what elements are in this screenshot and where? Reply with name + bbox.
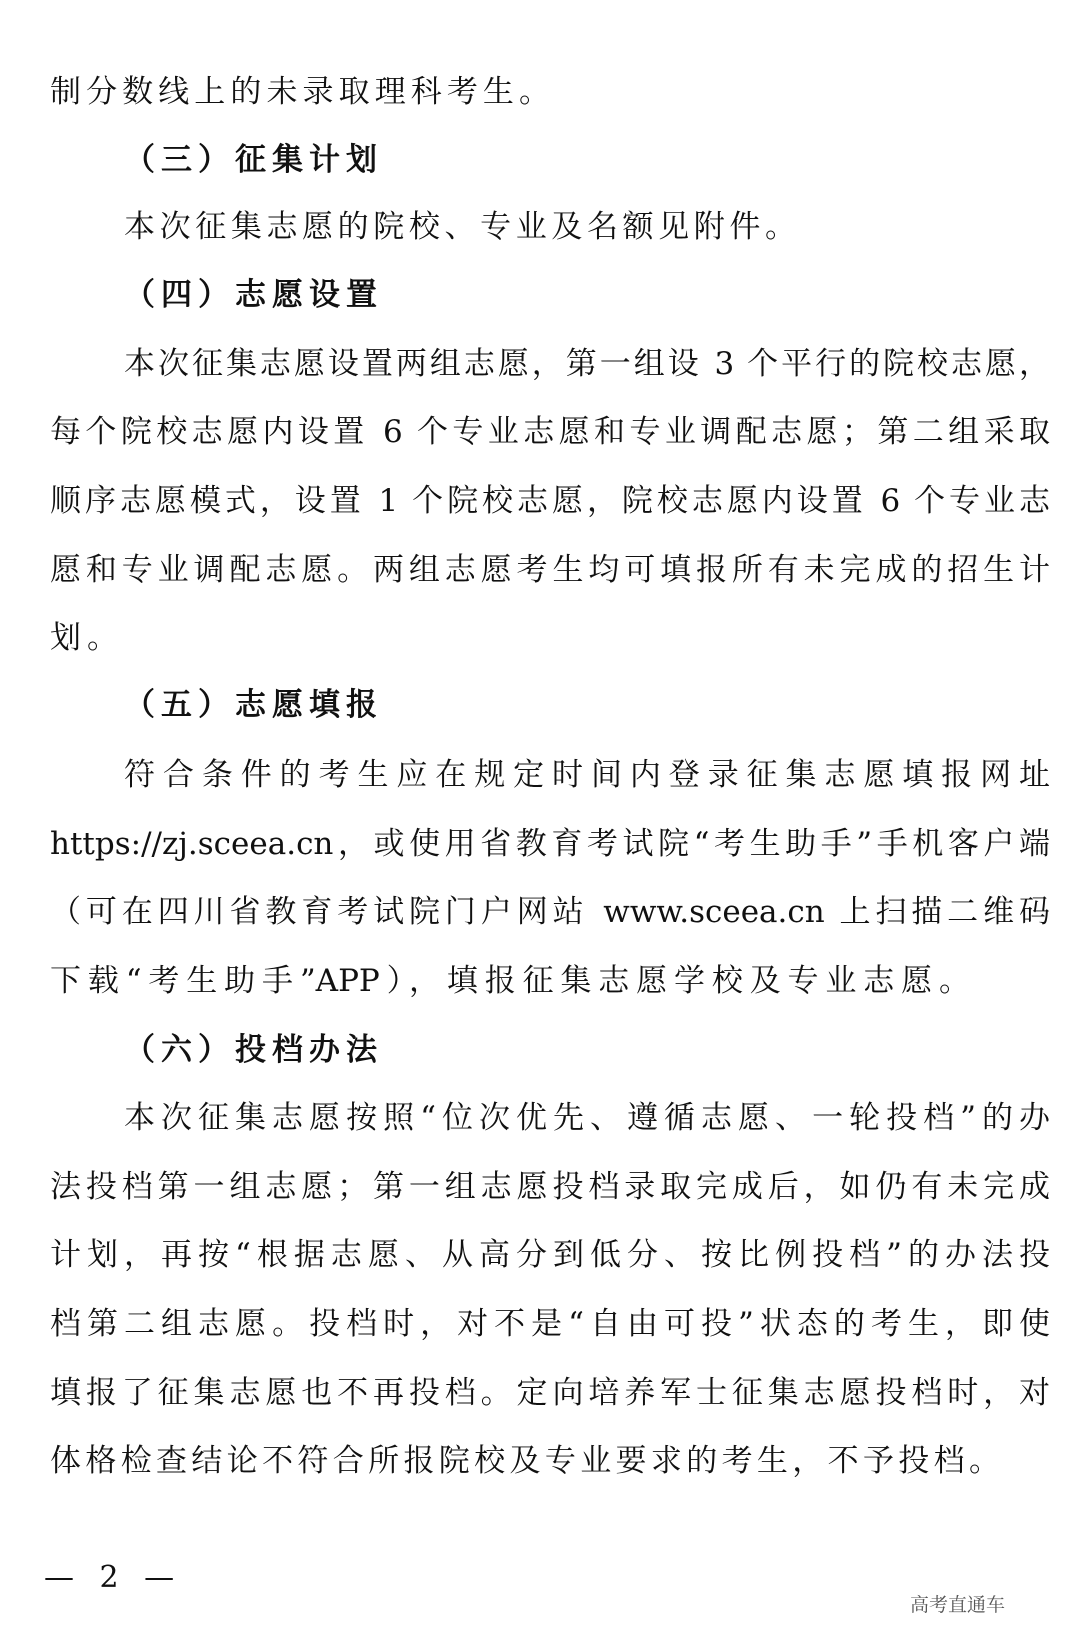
text-line: https://zj.sceea.cn，或使用省教育考试院“考生助手”手机客户端: [50, 826, 1050, 862]
text-line: 每个院校志愿内设置 6 个专业志愿和专业调配志愿；第二组采取: [50, 414, 1050, 450]
text-line: 愿和专业调配志愿。两组志愿考生均可填报所有未完成的招生计: [50, 552, 1050, 588]
text-line: 体格检查结论不符合所报院校及专业要求的考生，不予投档。: [50, 1443, 1000, 1479]
text-line: 制分数线上的未录取理科考生。: [50, 74, 550, 110]
text-line: 计划，再按“根据志愿、从高分到低分、按比例投档”的办法投: [50, 1237, 1050, 1273]
section-heading: （三）征集计划: [124, 142, 383, 178]
text-line: （可在四川省教育考试院门户网站 www.sceea.cn 上扫描二维码: [50, 894, 1050, 930]
watermark: 高考直通车: [910, 1594, 1006, 1616]
text-line: 本次征集志愿按照“位次优先、遵循志愿、一轮投档”的办: [124, 1100, 1050, 1136]
section-heading: （五）志愿填报: [124, 687, 383, 723]
section-heading: （六）投档办法: [124, 1032, 383, 1068]
text-line: 顺序志愿模式，设置 1 个院校志愿，院校志愿内设置 6 个专业志: [50, 483, 1050, 519]
text-line: 符合条件的考生应在规定时间内登录征集志愿填报网址: [124, 757, 1050, 793]
text-line: 本次征集志愿设置两组志愿，第一组设 3 个平行的院校志愿，: [124, 346, 1050, 382]
text-line: 本次征集志愿的院校、专业及名额见附件。: [124, 209, 796, 245]
text-line: 档第二组志愿。投档时，对不是“自由可投”状态的考生，即使: [50, 1306, 1050, 1342]
section-heading: （四）志愿设置: [124, 277, 383, 313]
page-number: — 2 —: [44, 1560, 183, 1595]
text-line: 法投档第一组志愿；第一组志愿投档录取完成后，如仍有未完成: [50, 1169, 1050, 1205]
text-line: 划。: [50, 620, 124, 656]
text-line: 下载“考生助手”APP），填报征集志愿学校及专业志愿。: [50, 963, 970, 999]
text-line: 填报了征集志愿也不再投档。定向培养军士征集志愿投档时，对: [50, 1375, 1050, 1411]
